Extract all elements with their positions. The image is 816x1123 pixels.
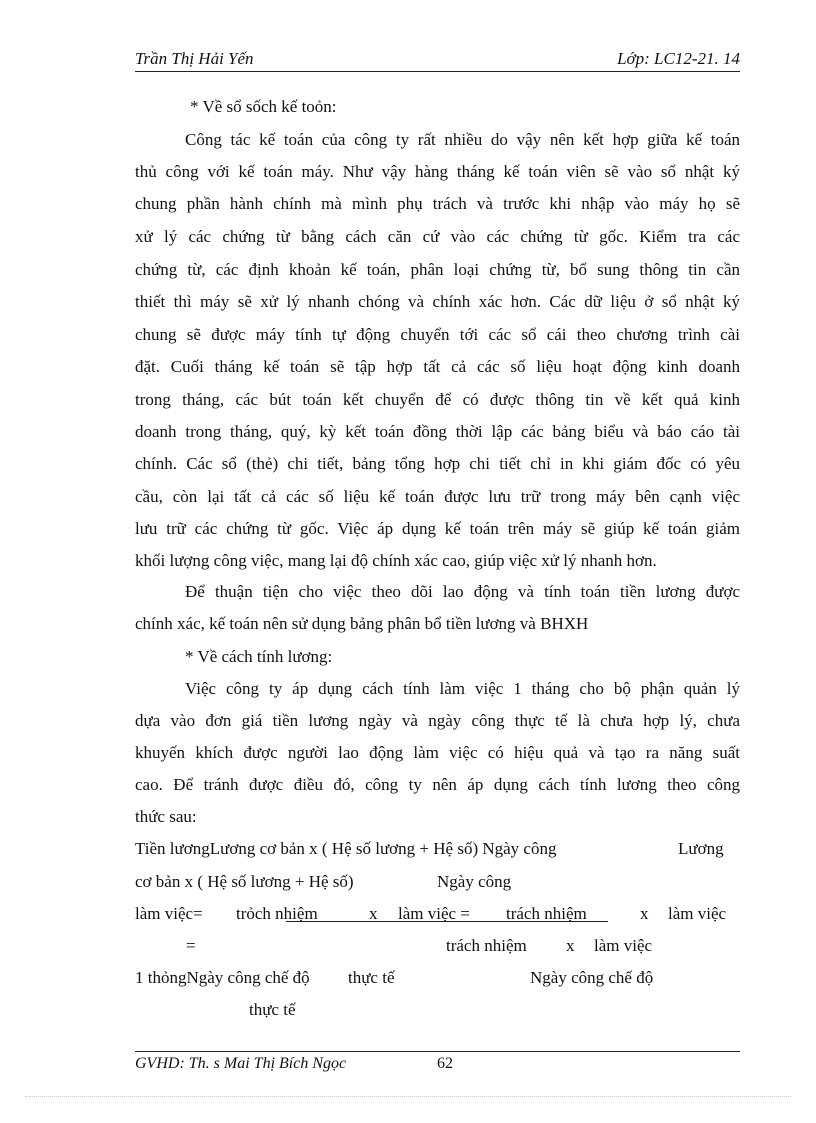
paragraph-line: chính xác, kế toán nên sử dụng bảng phân bổ tiền lương và BHXH: [135, 614, 589, 633]
fraction-line: [286, 921, 608, 922]
header-author: Trần Thị Hải Yến: [135, 49, 254, 68]
formula-text: cơ bản x ( Hệ số lương + Hệ số): [135, 872, 354, 891]
formula-text: =: [186, 936, 196, 955]
formula-text: trách nhiệm: [446, 936, 527, 955]
formula-text: trách nhiệm: [506, 904, 587, 923]
footer-advisor: GVHD: Th. s Mai Thị Bích Ngọc: [135, 1055, 347, 1072]
formula-text: Ngày công: [437, 872, 512, 891]
formula-text: x: [369, 904, 378, 923]
paragraph-line: đặt. Cuối tháng kế toán sẽ tập hợp tất cả các số liệu hoạt động kinh doanh: [135, 357, 740, 376]
page-number: 62: [437, 1055, 453, 1072]
header-class: Lớp: LC12-21. 14: [617, 49, 740, 68]
header-divider: [135, 71, 740, 72]
formula-text: trỏch nhiệm: [236, 904, 318, 923]
paragraph-line: Việc công ty áp dụng cách tính làm việc 1 tháng cho bộ phận quản lý: [185, 679, 740, 698]
page-edge-divider: [25, 1096, 791, 1097]
paragraph-line: thiết thì máy sẽ xử lý nhanh chóng và chính xác hơn. Các dữ liệu ở sổ nhật ký: [135, 292, 740, 311]
formula-text: làm việc =: [398, 904, 470, 923]
paragraph-line: chung sẽ được máy tính tự động chuyển tới các sổ cái theo chương trình cài: [135, 325, 740, 344]
paragraph-line: khuyến khích được người lao động làm việc có hiệu quả và tạo ra năng suất: [135, 743, 740, 762]
paragraph-line: lưu trữ các chứng từ gốc. Việc áp dụng kế toán trên máy sẽ giúp kế toán giảm: [135, 519, 740, 538]
formula-text: x: [566, 936, 575, 955]
formula-text: làm việc: [668, 904, 727, 923]
section-title-salary: * Về cách tính lương:: [185, 647, 333, 666]
formula-text: Ngày công chế độ: [530, 968, 654, 987]
paragraph-line: dựa vào đơn giá tiền lương ngày và ngày công thực tế là chưa hợp lý, chưa: [135, 711, 740, 730]
paragraph-line: thủ công với kế toán máy. Như vậy hàng tháng kế toán viên sẽ vào sổ nhật ký: [135, 162, 740, 181]
paragraph-line: Công tác kế toán của công ty rất nhiều do vậy nên kết hợp giữa kế toán: [185, 130, 740, 149]
formula-text: thực tế: [348, 968, 395, 987]
formula-text: thực tế: [249, 1000, 296, 1019]
paragraph-line: cao. Để tránh được điều đó, công ty nên áp dụng cách tính lương theo công: [135, 775, 740, 794]
paragraph-line: chứng từ, các định khoản kế toán, phân loại chứng từ, bổ sung thông tin cần: [135, 260, 740, 279]
section-title-bookkeeping: * Về sổ sốch kế toỏn:: [190, 97, 337, 116]
formula-text: 1 thỏngNgày công chế độ: [135, 968, 310, 987]
paragraph-line: chung phần hành chính mà mình phụ trách và trước khi nhập vào máy họ sẽ: [135, 194, 740, 213]
paragraph-line: khối lượng công việc, mang lại độ chính xác cao, giúp việc xử lý nhanh hơn.: [135, 551, 657, 570]
paragraph-line: Để thuận tiện cho việc theo dõi lao động và tính toán tiền lương được: [185, 582, 740, 601]
paragraph-line: xử lý các chứng từ bằng cách căn cứ vào các chứng từ gốc. Kiểm tra các: [135, 227, 740, 246]
formula-text: làm việc: [594, 936, 653, 955]
formula-text: x: [640, 904, 649, 923]
footer-divider: [135, 1051, 740, 1052]
paragraph-line: doanh trong tháng, quý, kỳ kết toán đồng thời lập các bảng biểu và báo cáo tài: [135, 422, 740, 441]
paragraph-line: thức sau:: [135, 807, 197, 826]
paragraph-line: trong tháng, các bút toán kết chuyển để có được thông tin về kết quả kinh: [135, 390, 740, 409]
formula-text: Lương: [678, 839, 724, 858]
formula-text: làm việc=: [135, 904, 203, 923]
paragraph-line: cầu, còn lại tất cả các số liệu kế toán được lưu trữ trong máy bên cạnh việc: [135, 487, 740, 506]
formula-text: Tiền lươngLương cơ bản x ( Hệ số lương + Hệ số) Ngày công: [135, 839, 557, 858]
paragraph-line: chính. Các sổ (thẻ) chi tiết, bảng tổng hợp chi tiết chỉ in khi giám đốc có yêu: [135, 454, 740, 473]
